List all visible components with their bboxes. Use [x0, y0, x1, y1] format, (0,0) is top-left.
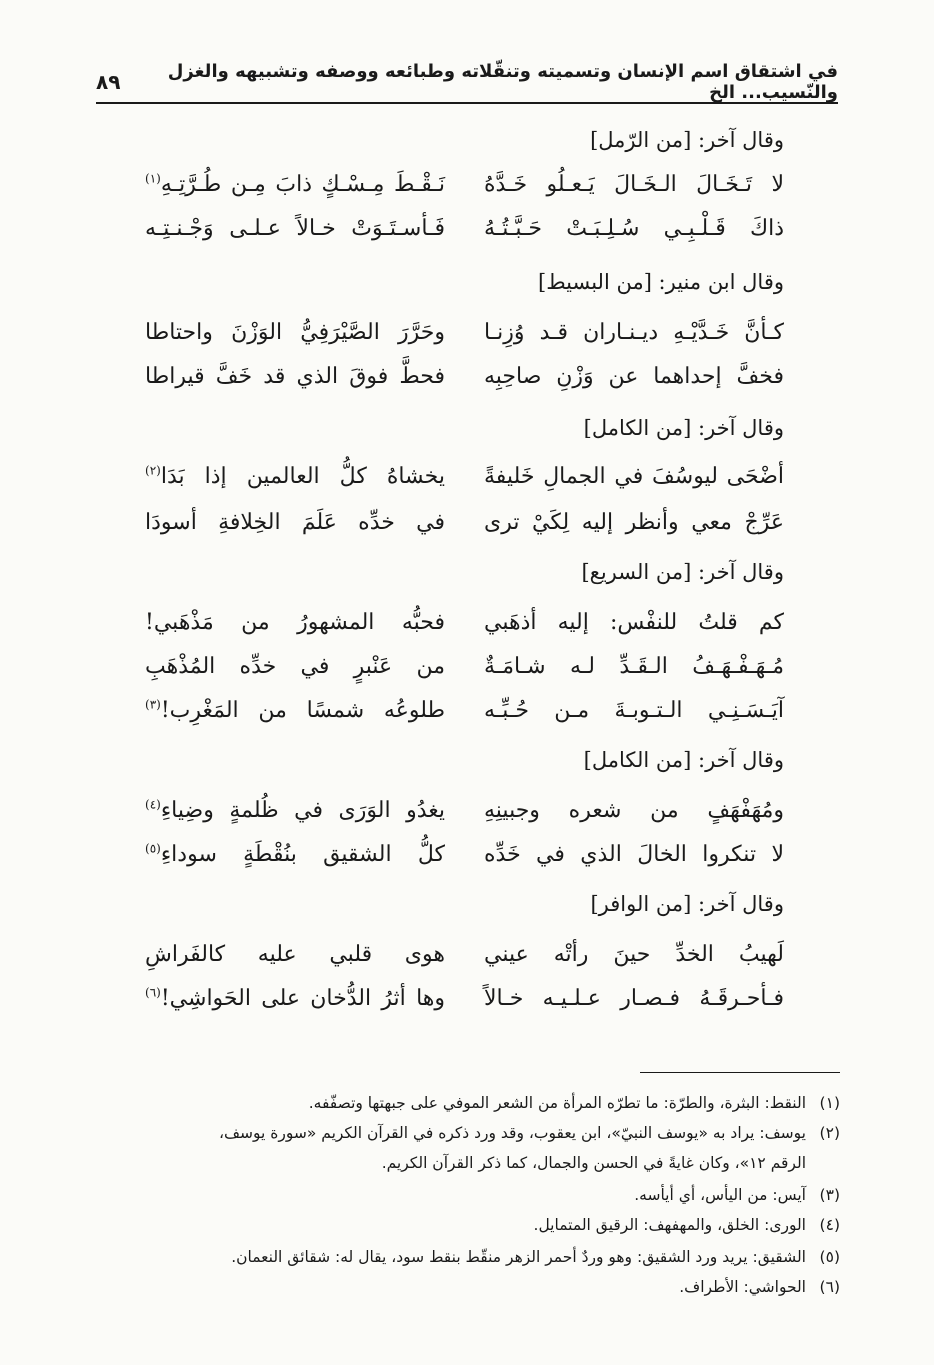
footnote-ref: (٣) — [145, 697, 161, 712]
footnote-ref: (٢) — [145, 463, 161, 478]
first-hemistich: لَهيبُ الخدِّ حينَ رأتْه عيني — [484, 942, 784, 967]
hemistich-text: كلُّ الشقيق بنُقْطَةٍ سوداءِ — [160, 842, 445, 867]
second-hemistich — [145, 842, 445, 867]
poem-intro: وقال آخر: [من الرّمل] — [590, 128, 784, 152]
footnote-text: يوسف: يراد به «يوسف النبيّ»، ابن يعقوب، وقد ورد ذكره في القرآن الكريم «سورة يوسف، — [218, 1124, 806, 1142]
verse-line — [145, 842, 784, 882]
footnote — [100, 1272, 840, 1302]
hemistich-text: يغدُو الوَرَى في ظُلمةٍ وضِياءِ — [160, 798, 445, 823]
second-hemistich: فحبُّه المشهورُ من مَذْهَبي! — [145, 610, 445, 635]
footnote-divider — [640, 1072, 840, 1073]
second-hemistich — [145, 172, 445, 197]
verse-line — [145, 216, 784, 256]
hemistich-text: يخشاهُ كلُّ العالمين إذا بَدَا — [160, 464, 445, 489]
second-hemistich: في خدِّه عَلَمَ الخِلافةِ أسودَا — [145, 510, 445, 535]
poem-intro: وقال آخر: [من السريع] — [581, 560, 784, 584]
footnote — [100, 1118, 840, 1148]
second-hemistich: فحطَّ فوقَ الذي قد خَفَّ قيراطا — [145, 364, 445, 389]
footnote-text: الحواشي: الأطراف. — [679, 1278, 806, 1296]
verse-line — [145, 320, 784, 360]
page-number: ٨٩ — [96, 70, 121, 94]
footnote-text: الشقيق: يريد ورد الشقيق: وهو وردٌ أحمر الزهر منقّط بنقط سود، يقال له: شقائق النعمان. — [231, 1248, 806, 1266]
verse-line — [145, 464, 784, 504]
footnote-ref: (١) — [145, 171, 161, 186]
second-hemistich — [145, 798, 445, 823]
hemistich-text: طلوعُه شمسًا من المَغْرِب! — [160, 698, 445, 723]
verse-line — [145, 654, 784, 694]
hemistich-text: وها أثرُ الدُّخان على الحَواشِي! — [160, 986, 445, 1011]
poem-intro: وقال آخر: [من الوافر] — [590, 892, 784, 916]
footnote-number: (١) — [819, 1094, 840, 1112]
verse-line — [145, 364, 784, 404]
first-hemistich: كـأنَّ خَـدَّيْـهِ ديـنـاران قـد وُزِنـا — [484, 320, 784, 345]
footnote-text: الورى: الخلق، والمهفهف: الرقيق المتمايل. — [533, 1216, 806, 1234]
second-hemistich — [145, 464, 445, 489]
footnote — [100, 1088, 840, 1118]
footnote-text: آيس: من اليأس، أي أيأسه. — [634, 1186, 806, 1204]
footnote-number: (٥) — [819, 1248, 840, 1266]
poem-intro: وقال ابن منير: [من البسيط] — [538, 270, 784, 294]
second-hemistich: فَـأسـتَـوَتْ خـالاً عـلـى وَجْـنـتِـه — [145, 216, 445, 241]
poem-intro: وقال آخر: [من الكامل] — [583, 748, 784, 772]
first-hemistich: مُـهَـفْـهَـفُ الـقَـدِّ لـه شـامَـةٌ — [484, 654, 784, 679]
second-hemistich: هوى قلبي عليه كالفَراشِ — [145, 942, 445, 967]
footnote-text: الرقم ١٢»، وكان غايةً في الحسن والجمال، كما ذكر القرآن الكريم. — [381, 1154, 806, 1172]
running-title: في اشتقاق اسم الإنسان وتسميته وتنقّلاته وطبائعه ووصفه وتشبيهه والغزل والنّسيب... الخ — [167, 61, 838, 103]
first-hemistich: كم قلتُ للنفْس: إليه أذهَبي — [484, 610, 784, 635]
footnote-ref: (٦) — [145, 985, 161, 1000]
first-hemistich: ومُهَفْهَفٍ من شعره وجبينِهِ — [484, 798, 784, 823]
footnote-ref: (٥) — [145, 841, 161, 856]
verse-line — [145, 510, 784, 550]
verse-line — [145, 986, 784, 1026]
first-hemistich: ذاكَ قَـلْـبِـي سُـلِـبَـتْ حَـبَّـتُـهُ — [484, 216, 784, 241]
footnote-continuation — [100, 1148, 840, 1178]
first-hemistich: فخفَّ إحداهما عن وَزْنِ صاحِبِه — [484, 364, 784, 389]
first-hemistich: فـأحـرقَـهُ فـصـار عـلـيـه خـالاً — [484, 986, 784, 1011]
footnote-number: (٦) — [819, 1278, 840, 1296]
first-hemistich: آيَـسَـنِـي الـتـوبـةَ مـن حُـبِّـه — [484, 698, 784, 723]
footnote — [100, 1242, 840, 1272]
footnote-text: النقط: البثرة، والطرّة: ما تطرّه المرأة من الشعر الموفي على جبهتها وتصفّفه. — [308, 1094, 806, 1112]
second-hemistich — [145, 986, 445, 1011]
first-hemistich: أضْحَى ليوسُفَ في الجمالِ خَليفةً — [484, 464, 784, 489]
poem-intro: وقال آخر: [من الكامل] — [583, 416, 784, 440]
verse-line — [145, 610, 784, 650]
verse-line — [145, 172, 784, 212]
footnote — [100, 1210, 840, 1240]
first-hemistich: عَرِّجْ معي وأنظر إليه لِكَيْ ترى — [484, 510, 784, 535]
running-header — [96, 62, 838, 104]
second-hemistich: من عَنْبرٍ في خدِّه المُذْهَبِ — [145, 654, 445, 679]
second-hemistich — [145, 698, 445, 723]
second-hemistich: وحَرَّرَ الصَّيْرَفِيُّ الوَزْنَ واحتاطا — [145, 320, 445, 345]
footnote-number: (٣) — [819, 1186, 840, 1204]
hemistich-text: نَـقْـطَ مِـسْـكٍ ذابَ مِـن طُـرَّتِـهِ — [160, 172, 445, 197]
first-hemistich: لا تنكروا الخالَ الذي في خَدِّه — [484, 842, 784, 867]
footnote — [100, 1180, 840, 1210]
verse-line — [145, 698, 784, 738]
footnote-number: (٢) — [819, 1124, 840, 1142]
footnote-ref: (٤) — [145, 797, 161, 812]
verse-line — [145, 942, 784, 982]
first-hemistich: لا تَـخَـالَ الـخَـالَ يَـعـلُو خَـدَّهُ — [484, 172, 784, 197]
footnote-number: (٤) — [819, 1216, 840, 1234]
verse-line — [145, 798, 784, 838]
